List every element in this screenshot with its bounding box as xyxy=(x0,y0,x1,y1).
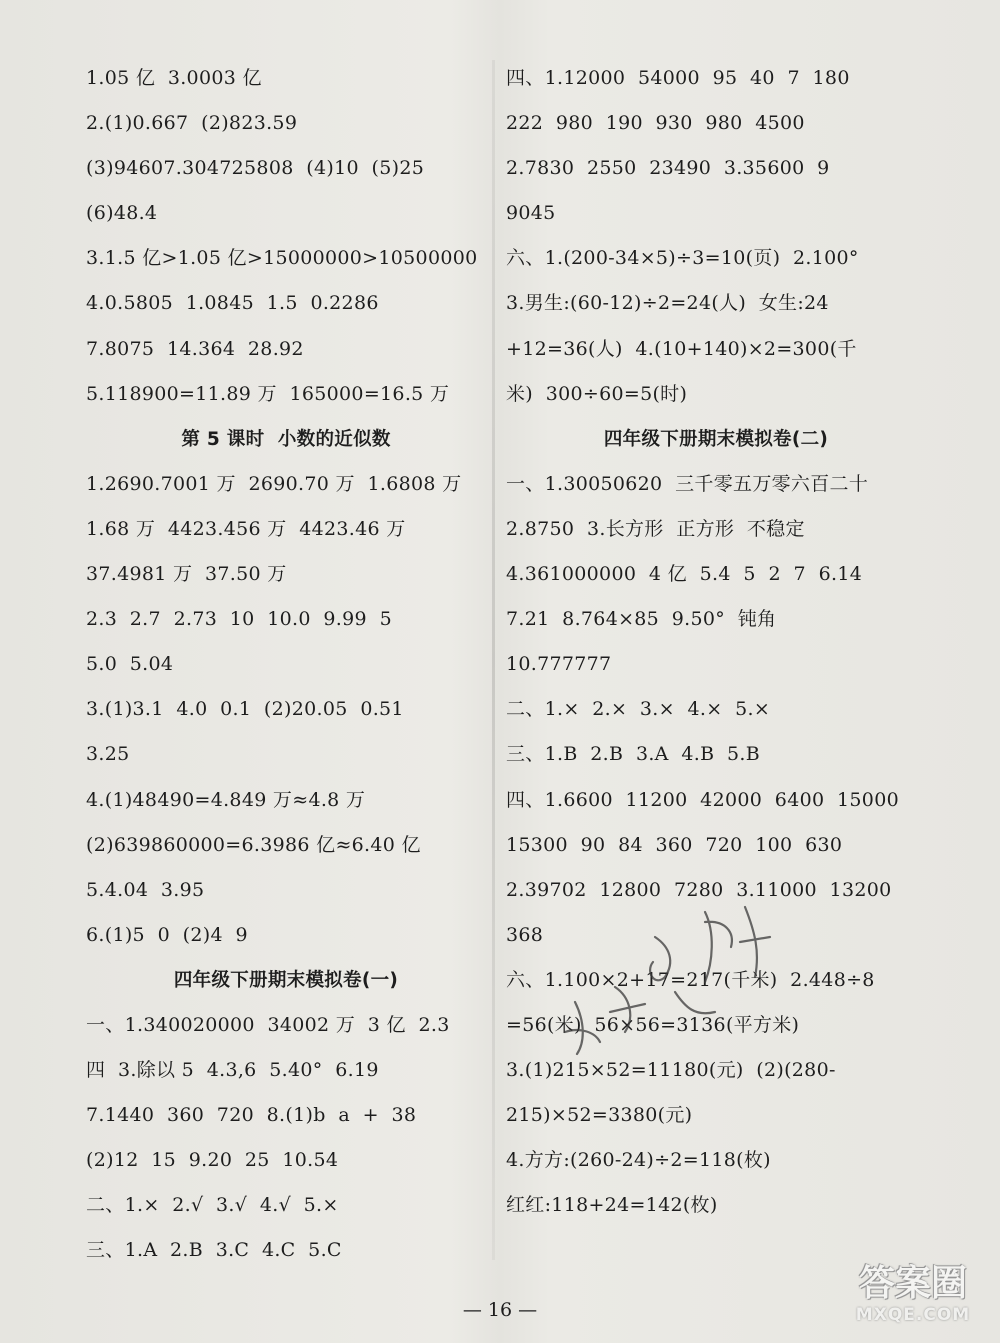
answer-line: 四、1.12000 54000 95 40 7 180 xyxy=(506,67,850,89)
answer-line: 9045 xyxy=(506,202,556,225)
handwriting-scribble xyxy=(555,892,815,1062)
answer-line: 4.(1)48490=4.849 万≈4.8 万 xyxy=(86,788,366,811)
answer-line: 2.3 2.7 2.73 10 10.0 9.99 5 xyxy=(86,608,392,631)
watermark-title: 答案圈 xyxy=(858,1263,967,1304)
answer-line: +12=36(人) 4.(10+140)×2=300(千 xyxy=(506,337,857,360)
page-number: — 16 — xyxy=(462,1299,538,1321)
answer-line: 三、1.B 2.B 3.A 4.B 5.B xyxy=(506,743,761,766)
answer-line: 六、1.100×2+17=217(千米) 2.448÷8 xyxy=(506,968,875,991)
section-heading-mock-exam-1: 四年级下册期末模拟卷(一) xyxy=(173,969,399,991)
answer-line: 二、1.× 2.√ 3.√ 4.√ 5.× xyxy=(86,1194,339,1217)
answer-line: 2.8750 3.长方形 正方形 不稳定 xyxy=(506,517,805,540)
answer-line: 7.8075 14.364 28.92 xyxy=(86,337,304,360)
answer-line: 2.7830 2550 23490 3.35600 9 xyxy=(506,157,830,180)
answer-line: 一、1.30050620 三千零五万零六百二十 xyxy=(506,472,869,495)
answer-line: 368 xyxy=(506,923,544,946)
answer-line: 四 3.除以 5 4.3,6 5.40° 6.19 xyxy=(86,1059,379,1082)
book-spine-shadow xyxy=(492,60,495,1260)
answer-line: 1.05 亿 3.0003 亿 xyxy=(86,67,262,89)
answer-line: 3.1.5 亿>1.05 亿>15000000>10500000 xyxy=(86,247,478,270)
answer-line: 六、1.(200-34×5)÷3=10(页) 2.100° xyxy=(506,247,859,270)
answer-line: 7.1440 360 720 8.(1)b a + 38 xyxy=(86,1104,417,1127)
answer-line: 2.(1)0.667 (2)823.59 xyxy=(86,112,298,135)
answer-line: (2)12 15 9.20 25 10.54 xyxy=(86,1149,339,1172)
answer-line: 3.男生:(60-12)÷2=24(人) 女生:24 xyxy=(506,292,829,315)
answer-line: 1.2690.7001 万 2690.70 万 1.6808 万 xyxy=(86,472,462,495)
answer-line: 2.39702 12800 7280 3.11000 13200 xyxy=(506,878,892,901)
answer-line: (2)639860000=6.3986 亿≈6.40 亿 xyxy=(86,833,421,856)
answer-line: 3.25 xyxy=(86,743,130,766)
answer-line: 4.方方:(260-24)÷2=118(枚) xyxy=(506,1149,771,1172)
section-heading-mock-exam-2: 四年级下册期末模拟卷(二) xyxy=(603,428,829,450)
section-heading-lesson-5: 第 5 课时 小数的近似数 xyxy=(181,428,391,450)
answer-line: 米) 300÷60=5(时) xyxy=(506,382,688,405)
answer-line: 3.(1)215×52=11180(元) (2)(280- xyxy=(506,1059,836,1082)
answer-line: 222 980 190 930 980 4500 xyxy=(506,112,805,135)
answer-line: 3.(1)3.1 4.0 0.1 (2)20.05 0.51 xyxy=(86,698,404,721)
watermark-logo xyxy=(838,1263,988,1333)
answer-line: 215)×52=3380(元) xyxy=(506,1104,693,1127)
answer-line: 5.0 5.04 xyxy=(86,653,174,676)
answer-line: 5.118900=11.89 万 165000=16.5 万 xyxy=(86,382,450,405)
answer-line: (3)94607.304725808 (4)10 (5)25 xyxy=(86,157,425,180)
answer-line: 二、1.× 2.× 3.× 4.× 5.× xyxy=(506,698,771,721)
answer-line: 1.68 万 4423.456 万 4423.46 万 xyxy=(86,517,406,540)
answer-line: 7.21 8.764×85 9.50° 钝角 xyxy=(506,608,777,631)
answer-line: 三、1.A 2.B 3.C 4.C 5.C xyxy=(86,1239,342,1262)
answer-line: 4.361000000 4 亿 5.4 5 2 7 6.14 xyxy=(506,563,863,586)
answer-line: =56(米) 56×56=3136(平方米) xyxy=(506,1013,800,1036)
answer-line: 一、1.340020000 34002 万 3 亿 2.3 xyxy=(86,1013,450,1036)
answer-line: 4.0.5805 1.0845 1.5 0.2286 xyxy=(86,292,379,315)
answer-line: 10.777777 xyxy=(506,653,612,676)
answer-line: 四、1.6600 11200 42000 6400 15000 xyxy=(506,788,899,811)
answer-line: 15300 90 84 360 720 100 630 xyxy=(506,833,843,856)
answer-line: (6)48.4 xyxy=(86,202,158,225)
answer-line: 6.(1)5 0 (2)4 9 xyxy=(86,923,248,946)
answer-line: 37.4981 万 37.50 万 xyxy=(86,563,287,586)
answer-line: 红红:118+24=142(枚) xyxy=(506,1194,718,1217)
left-answer-column xyxy=(86,56,486,1274)
watermark-url: MXQE.COM xyxy=(855,1305,971,1325)
answer-line: 5.4.04 3.95 xyxy=(86,878,205,901)
